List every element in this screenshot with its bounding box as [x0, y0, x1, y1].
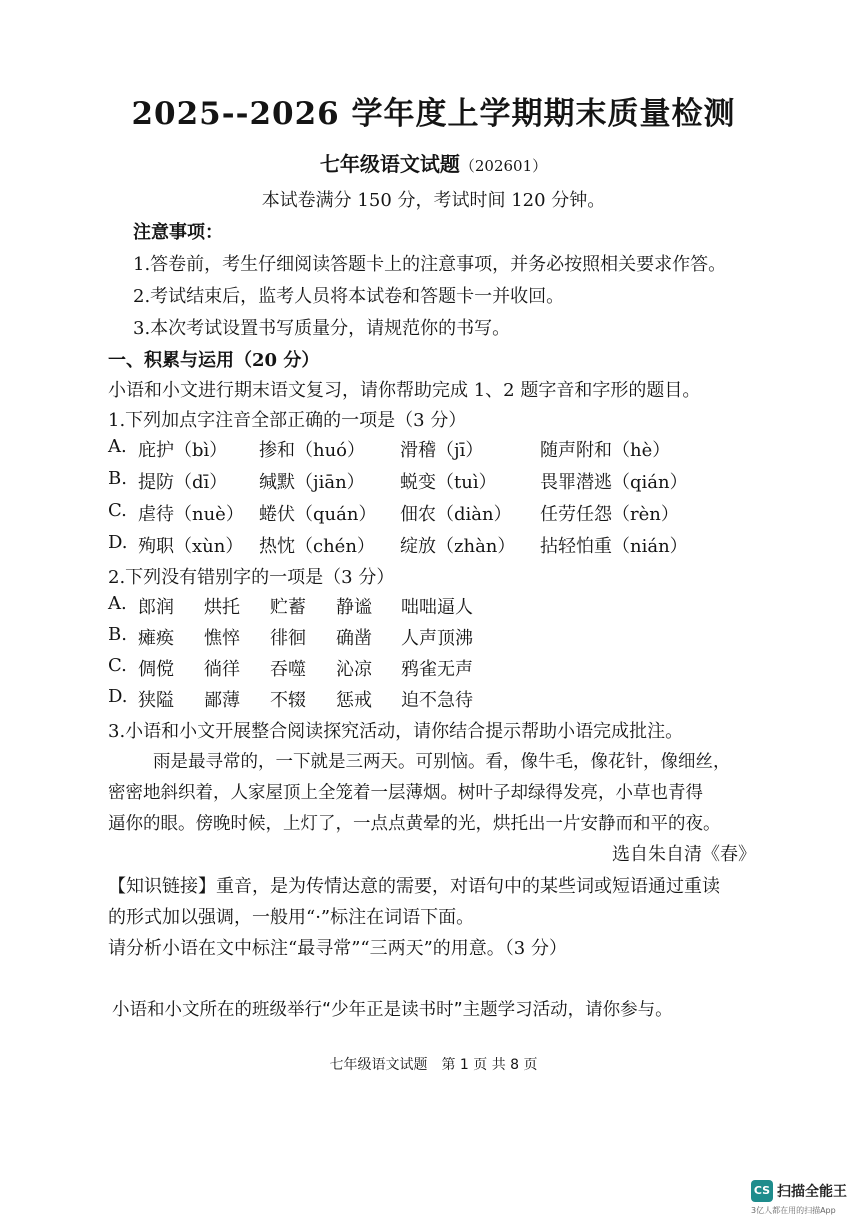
q1-option-item: 热忱（chén） — [259, 536, 375, 557]
scanner-tagline: 3亿人都在用的扫描App — [751, 1206, 836, 1215]
knowledge-link: 【知识链接】重音，是为传情达意的需要，对语句中的某些词或短语通过重读 — [108, 876, 720, 897]
q1-option-item: 掺和（huó） — [259, 440, 366, 461]
q2-option-item: 迫不急待 — [401, 690, 473, 711]
q2-option-item: 鸦雀无声 — [401, 659, 473, 680]
exam-title: 2025--2026 学年度上学期期末质量检测 — [131, 96, 736, 132]
section-heading: 一、积累与运用（20 分） — [108, 350, 320, 371]
note-item: 1.答卷前，考生仔细阅读答题卡上的注意事项，并务必按照相关要求作答。 — [133, 254, 727, 275]
q1-option-item: 畏罪潜逃（qián） — [540, 472, 688, 493]
passage-line: 逼你的眼。傍晚时候，上灯了，一点点黄晕的光，烘托出一片安静而和平的夜。 — [108, 814, 721, 834]
q1-option-item: 庇护（bì） — [138, 440, 228, 461]
question-1-stem: 1.下列加点字注音全部正确的一项是（3 分） — [108, 410, 467, 431]
subtitle-text: 七年级语文试题 — [319, 152, 460, 176]
q2-option-item: 咄咄逼人 — [401, 597, 473, 618]
note-item: 3.本次考试设置书写质量分，请规范你的书写。 — [133, 318, 511, 339]
exam-code: （202601） — [459, 157, 548, 175]
scanner-logo-icon: CS — [751, 1180, 773, 1202]
q1-option-item: 虐待（nuè） — [138, 504, 244, 525]
question-3-stem: 3.小语和小文开展整合阅读探究活动，请你结合提示帮助小语完成批注。 — [108, 721, 684, 742]
q2-option-item: 吞噬 — [270, 659, 306, 680]
page-footer: 七年级语文试题 第 1 页 共 8 页 — [329, 1057, 538, 1073]
q1-option-letter: D. — [108, 532, 128, 553]
q1-option-item: 提防（dī） — [138, 472, 228, 493]
q1-option-letter: A. — [108, 436, 127, 457]
q2-option-item: 鄙薄 — [204, 690, 240, 711]
exam-info: 本试卷满分 150 分，考试时间 120 分钟。 — [261, 190, 606, 211]
q1-option-item: 缄默（jiān） — [259, 472, 365, 493]
q1-option-item: 蜕变（tuì） — [400, 472, 497, 493]
passage-line: 密密地斜织着，人家屋顶上全笼着一层薄烟。树叶子却绿得发亮，小草也青得 — [108, 783, 703, 803]
notes-heading: 注意事项： — [133, 222, 223, 243]
q1-option-item: 拈轻怕重（nián） — [540, 536, 688, 557]
q2-option-item: 烘托 — [204, 597, 240, 618]
q1-option-item: 殉职（xùn） — [138, 536, 244, 557]
q2-option-item: 不辍 — [270, 690, 306, 711]
q2-option-item: 徜徉 — [204, 659, 240, 680]
q2-option-item: 狭隘 — [138, 690, 174, 711]
activity-intro: 小语和小文所在的班级举行“少年正是读书时”主题学习活动，请你参与。 — [112, 1000, 673, 1020]
scanner-name: 扫描全能王 — [777, 1184, 847, 1200]
q2-option-item: 倜傥 — [138, 659, 174, 680]
q2-option-letter: D. — [108, 686, 128, 707]
q2-option-letter: C. — [108, 655, 127, 676]
q1-option-item: 任劳任怨（rèn） — [540, 504, 679, 525]
q1-option-item: 绽放（zhàn） — [400, 536, 516, 557]
passage-line: 雨是最寻常的，一下就是三两天。可别恼。看，像牛毛，像花针，像细丝， — [153, 752, 731, 772]
exam-subtitle — [0, 148, 867, 177]
q2-option-letter: A. — [108, 593, 127, 614]
question-3-ask: 请分析小语在文中标注“最寻常”“三两天”的用意。（3 分） — [108, 938, 567, 959]
note-item: 2.考试结束后，监考人员将本试卷和答题卡一并收回。 — [133, 286, 565, 307]
q2-option-item: 瘫痪 — [138, 628, 174, 649]
q2-option-item: 徘徊 — [270, 628, 306, 649]
q1-option-item: 滑稽（jī） — [400, 440, 484, 461]
q1-option-item: 蜷伏（quán） — [259, 504, 377, 525]
q2-option-item: 静谧 — [336, 597, 372, 618]
q1-option-letter: B. — [108, 468, 127, 489]
q1-option-letter: C. — [108, 500, 127, 521]
passage-source: 选自朱自清《春》 — [612, 844, 756, 865]
q2-option-item: 确凿 — [336, 628, 372, 649]
question-2-stem: 2.下列没有错别字的一项是（3 分） — [108, 567, 395, 588]
q2-option-item: 郎润 — [138, 597, 174, 618]
q1-option-item: 佃农（diàn） — [400, 504, 512, 525]
q2-option-item: 憔悴 — [204, 628, 240, 649]
q1-option-item: 随声附和（hè） — [540, 440, 671, 461]
q2-option-item: 贮蓄 — [270, 597, 306, 618]
q2-option-letter: B. — [108, 624, 127, 645]
section-intro: 小语和小文进行期末语文复习，请你帮助完成 1、2 题字音和字形的题目。 — [108, 380, 701, 401]
knowledge-link: 的形式加以强调，一般用“·”标注在词语下面。 — [108, 907, 475, 928]
q2-option-item: 人声顶沸 — [401, 628, 473, 649]
q2-option-item: 惩戒 — [336, 690, 372, 711]
q2-option-item: 沁凉 — [336, 659, 372, 680]
